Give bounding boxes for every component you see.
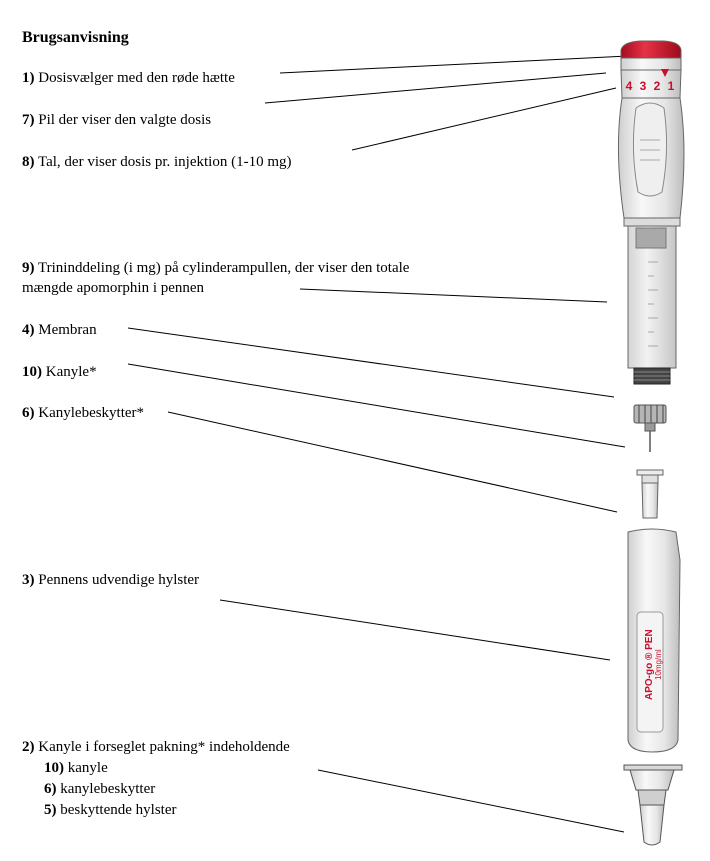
label-outer-casing: 3) Pennens udvendige hylster [22,572,200,588]
leader-line-7 [265,73,606,103]
sub-item-needle-guard: 6) kanylebeskytter [44,781,156,797]
leader-line-9 [300,289,607,302]
needle-hub [634,405,666,452]
label-dose-selector: 1) Dosisvælger med den røde hætte [22,70,235,86]
red-cap [621,41,681,58]
needle-guard [637,470,663,518]
leader-line-2 [318,770,624,832]
leader-lines [128,56,628,832]
label-dose-arrow: 7) Pil der viser den valgte dosis [22,112,212,128]
leader-line-6 [168,412,617,512]
sub-item-protective-casing: 5) beskyttende hylster [44,802,177,818]
sealed-needle-package [624,765,682,845]
label-graduation: 9) Trininddeling (i mg) på cylinderampullen, der viser den totale mængde apomorphin i pennen [22,260,410,296]
brand-label: APO-go ® PEN [644,629,655,700]
needle-base [645,423,655,431]
brand-concentration: 10mg/ml [654,649,663,680]
leader-line-10 [128,364,625,447]
grip-collar [624,218,680,226]
label-needle: 10) Kanyle* [22,364,97,380]
leader-line-1 [280,56,628,73]
label-dose-numbers: 8) Tal, der viser dosis pr. injektion (1-10 mg) [22,154,292,170]
leader-line-8 [352,88,616,150]
label-sealed-needle: 2) Kanyle i forseglet pakning* indeholdende [22,739,290,755]
page-title: Brugsanvisning [22,29,129,46]
sub-item-needle: 10) kanyle [44,760,108,776]
dose-ring-top [621,58,681,70]
leader-line-3 [220,600,610,660]
dose-numbers: 4 3 2 1 [625,79,677,93]
label-needle-guard: 6) Kanylebeskytter* [22,405,145,421]
leader-line-4 [128,328,614,397]
label-membrane: 4) Membran [22,322,97,338]
cartridge-plunger [636,228,666,248]
